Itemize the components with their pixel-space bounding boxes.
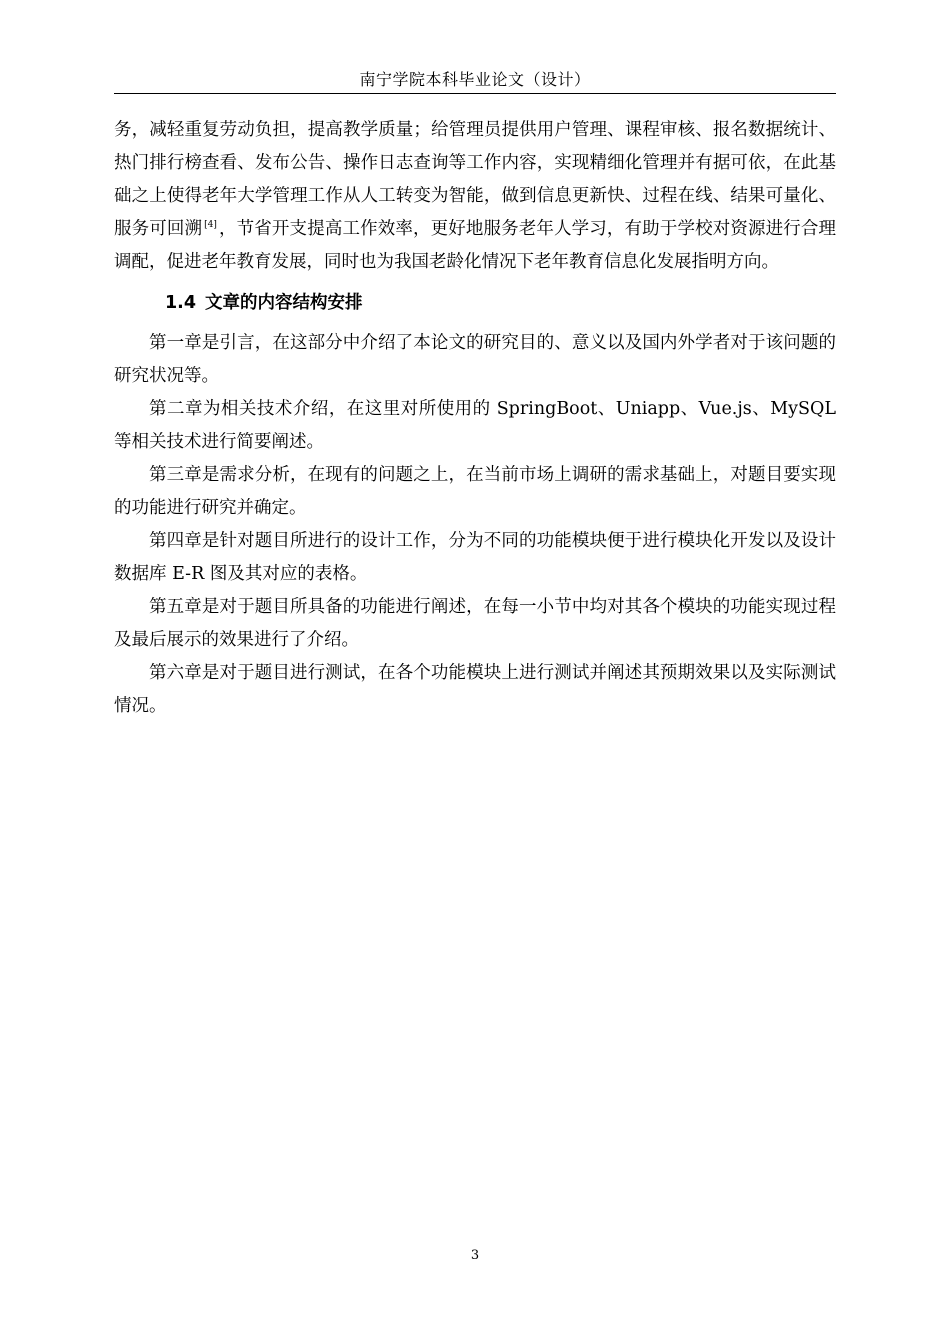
section-title: 文章的内容结构安排 [205, 293, 363, 313]
intro-text-after-citation: ，节省开支提高工作效率，更好地服务老年人学习，有助于学校对资源进行合理调配，促进老年教育发展，同时也为我国老龄化情况下老年教育信息化发展指明方向。 [114, 219, 836, 272]
intro-text-before-citation: 务，减轻重复劳动负担，提高教学质量；给管理员提供用户管理、课程审核、报名数据统计、热门排行榜查看、发布公告、操作日志查询等工作内容，实现精细化管理并有据可依，在此基础之上使得老年大学管理工作从人工转变为智能，做到信息更新快、过程在线、结果可量化、服务可回溯 [114, 120, 836, 239]
chapter-3-summary: 第三章是需求分析，在现有的问题之上，在当前市场上调研的需求基础上，对题目要实现的功能进行研究并确定。 [114, 465, 836, 518]
intro-paragraph [114, 114, 836, 279]
citation-reference[interactable]: [4] [204, 220, 217, 230]
section-number: 1.4 [165, 293, 197, 313]
chapter-6-summary: 第六章是对于题目进行测试，在各个功能模块上进行测试并阐述其预期效果以及实际测试情况。 [114, 663, 836, 716]
page-number: 3 [470, 1248, 480, 1263]
section-heading [114, 285, 836, 321]
chapter-1-summary: 第一章是引言，在这部分中介绍了本论文的研究目的、意义以及国内外学者对于该问题的研究状况等。 [114, 333, 836, 386]
chapter-2-summary: 第二章为相关技术介绍，在这里对所使用的 SpringBoot、Uniapp、Vue.js、MySQL 等相关技术进行简要阐述。 [114, 399, 836, 452]
chapter-5-summary: 第五章是对于题目所具备的功能进行阐述，在每一小节中均对其各个模块的功能实现过程及最后展示的效果进行了介绍。 [114, 597, 836, 650]
header-divider [114, 93, 836, 94]
chapter-4-summary: 第四章是针对题目所进行的设计工作，分为不同的功能模块便于进行模块化开发以及设计数据库 E-R 图及其对应的表格。 [114, 531, 836, 584]
document-body [114, 114, 836, 723]
page-header: 南宁学院本科毕业论文（设计） [359, 70, 591, 89]
